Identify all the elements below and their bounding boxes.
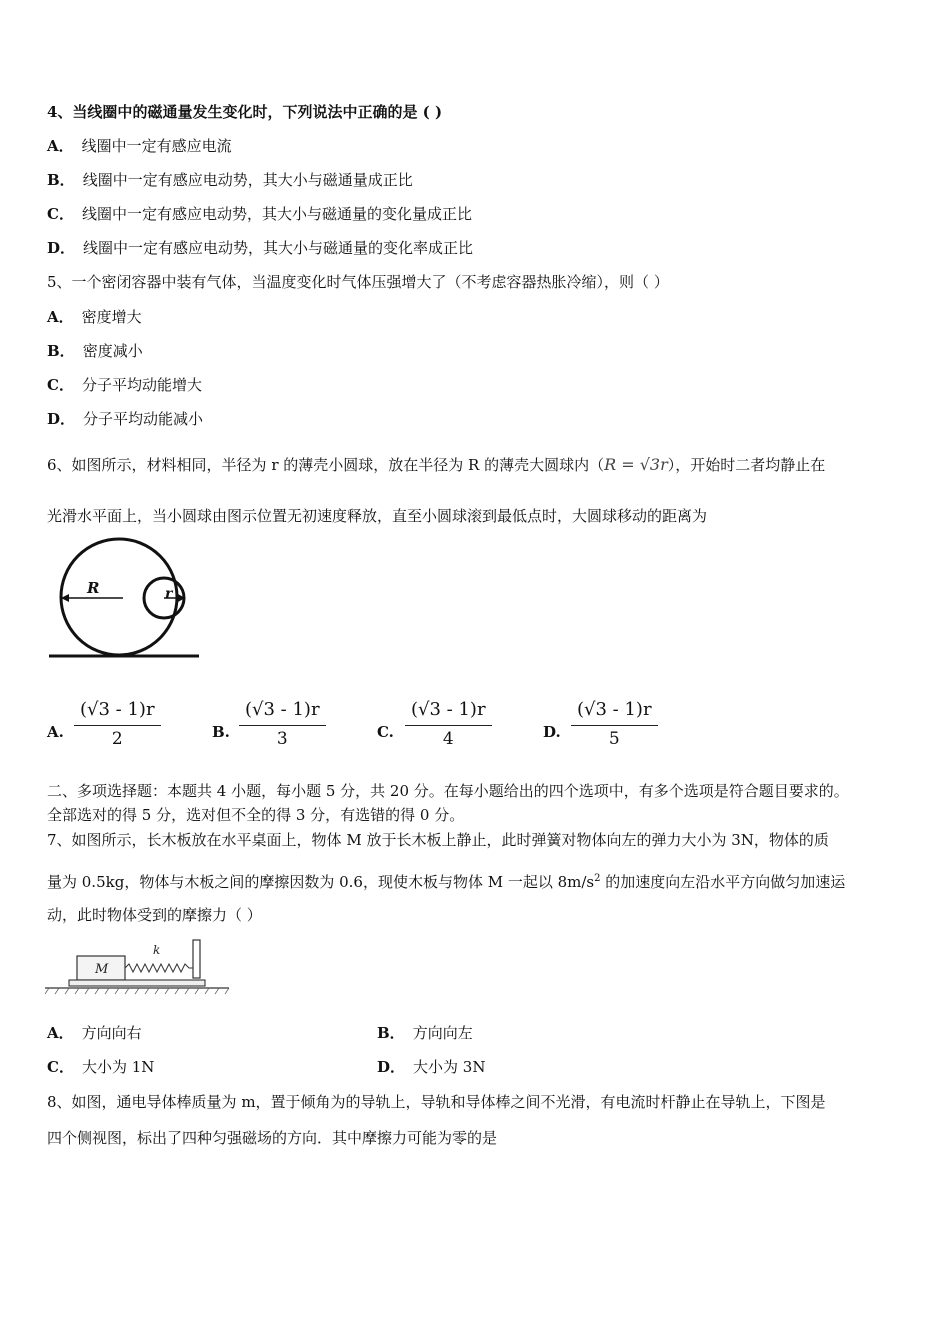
q4-stem: 4、当线圈中的磁通量发生变化时，下列说法中正确的是 ( ) — [47, 103, 443, 121]
board — [69, 980, 205, 986]
q5-option-d: D． 分子平均动能减小 — [47, 410, 204, 428]
q6-option-a-fraction: $\frac{(√3 - 1)r}{2}$ — [74, 695, 161, 752]
q7-figure-block-spring — [45, 938, 235, 998]
q7-option-d: D． 大小为 3N — [377, 1058, 486, 1076]
q6-option-b-label: B. — [212, 723, 230, 741]
q4-option-d: D． 线圈中一定有感应电动势，其大小与磁通量的变化率成正比 — [47, 239, 474, 257]
q7-line2: 量为 0.5kg，物体与木板之间的摩擦因数为 0.6，现使木板与物体 M 一起以 $8m/s^2$ 的加速度向左沿水平方向做匀加速运 — [47, 873, 846, 891]
label-M: M — [95, 962, 109, 977]
label-r: r — [165, 586, 173, 602]
big-sphere — [61, 539, 177, 655]
q6-inline-formula: R = √3r — [604, 455, 668, 474]
table-hatch — [45, 988, 229, 994]
q6-stem-line2: 光滑水平面上，当小圆球由图示位置无初速度释放，直至小圆球滚到最低点时，大圆球移动的距离为 — [47, 507, 708, 525]
q7-option-b: B． 方向向左 — [377, 1024, 473, 1042]
section2-line2: 全部选对的得 5 分，选对但不全的得 3 分，有选错的得 0 分。 — [47, 806, 465, 824]
label-k: k — [153, 943, 161, 957]
q6-option-a-label: A. — [47, 723, 64, 741]
spring — [125, 964, 193, 972]
q4-option-b: B． 线圈中一定有感应电动势，其大小与磁通量成正比 — [47, 171, 413, 189]
q5-option-a: A． 密度增大 — [47, 308, 142, 326]
q6-option-b-fraction: $\frac{(√3 - 1)r}{3}$ — [239, 695, 326, 752]
q8-line2: 四个侧视图，标出了四种匀强磁场的方向．其中摩擦力可能为零的是 — [47, 1129, 498, 1147]
wall — [193, 940, 200, 978]
q6-stem-line1: 6、如图所示，材料相同，半径为 r 的薄壳小圆球，放在半径为 R 的薄壳大圆球内（R = √3r），开始时二者均静止在 — [47, 455, 826, 474]
q4-option-a: A． 线圈中一定有感应电流 — [47, 137, 232, 155]
q7-option-c: C． 大小为 1N — [47, 1058, 155, 1076]
q6-option-c-label: C. — [377, 723, 394, 741]
q5-option-b: B． 密度减小 — [47, 342, 143, 360]
q7-line1: 7、如图所示，长木板放在水平桌面上，物体 M 放于长木板上静止，此时弹簧对物体向左的弹力大小为 3N，物体的质 — [47, 831, 829, 849]
q7-option-a: A． 方向向右 — [47, 1024, 142, 1042]
q5-stem: 5、一个密闭容器中装有气体，当温度变化时气体压强增大了（不考虑容器热胀冷缩），则（ ） — [47, 273, 669, 291]
q7-line3: 动，此时物体受到的摩擦力（ ） — [47, 906, 262, 924]
q6-option-c-fraction: $\frac{(√3 - 1)r}{4}$ — [405, 695, 492, 752]
q5-option-c: C． 分子平均动能增大 — [47, 376, 202, 394]
q6-option-d-fraction: $\frac{(√3 - 1)r}{5}$ — [571, 695, 658, 752]
q6-option-d-label: D. — [543, 723, 561, 741]
section2-line1: 二、多项选择题：本题共 4 小题，每小题 5 分，共 20 分。在每小题给出的四个选项中，有多个选项是符合题目要求的。 — [47, 782, 849, 800]
label-R: R — [87, 579, 100, 597]
q8-line1: 8、如图，通电导体棒质量为 m，置于倾角为的导轨上，导轨和导体棒之间不光滑，有电流时杆静止在导轨上，下图是 — [47, 1093, 826, 1111]
q4-option-c: C． 线圈中一定有感应电动势，其大小与磁通量的变化量成正比 — [47, 205, 472, 223]
q6-figure-spheres — [47, 535, 207, 665]
